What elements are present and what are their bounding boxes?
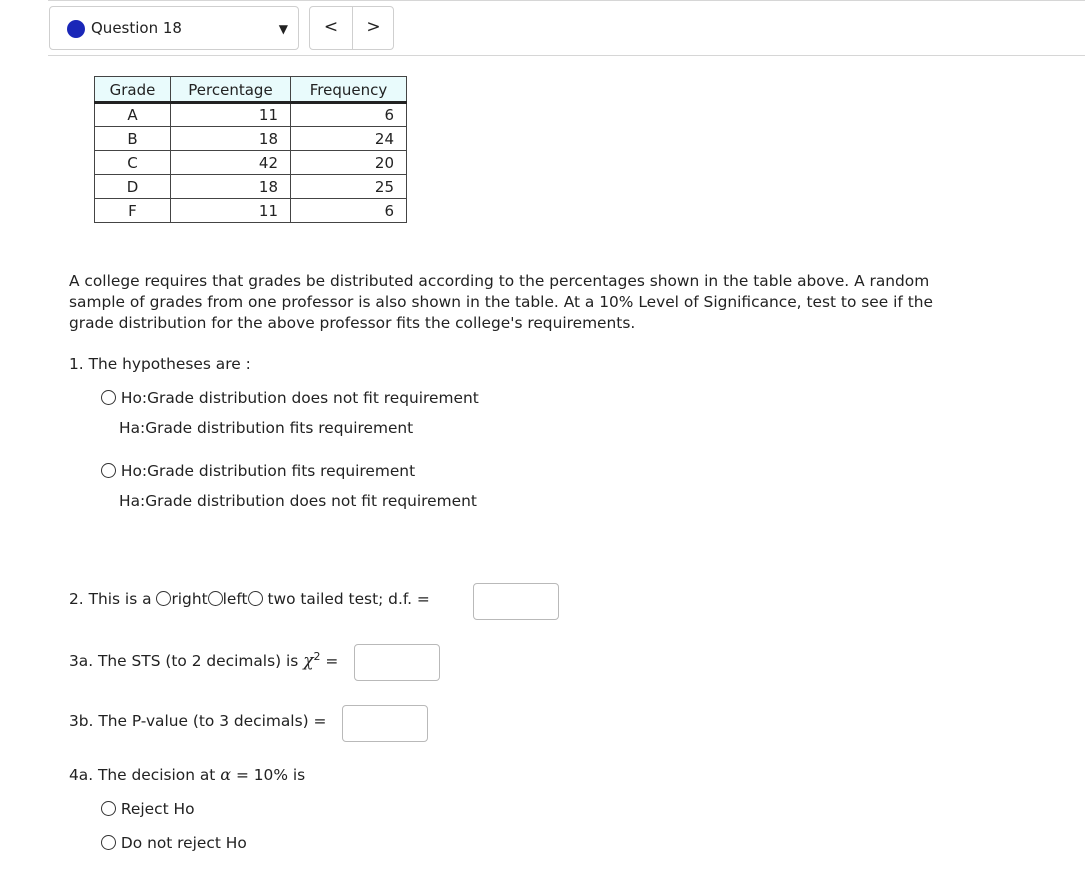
- previous-question-button[interactable]: <: [323, 17, 339, 37]
- q2-two-tailed-label: two tailed test; d.f. =: [267, 590, 430, 608]
- q1-option-1-ha: Ha:Grade distribution fits requirement: [119, 419, 414, 437]
- percentage-cell: 18: [171, 127, 291, 151]
- column-header-percentage: Percentage: [171, 77, 291, 103]
- q2-right-radio[interactable]: [156, 591, 171, 606]
- q4a-reject-label: Reject Ho: [120, 800, 195, 818]
- q1-option-2-ha: Ha:Grade distribution does not fit requirement: [119, 492, 477, 510]
- percentage-cell: 18: [171, 175, 291, 199]
- column-header-grade: Grade: [95, 77, 171, 103]
- question-navigation: [309, 6, 394, 50]
- q1-option-1-ho: Ho:Grade distribution does not fit requirement: [120, 389, 479, 407]
- q3a-prefix: 3a. The STS (to 2 decimals) is: [69, 652, 299, 671]
- table-row: [95, 199, 407, 223]
- q3a-equals: =: [325, 652, 339, 671]
- status-dot-icon: [67, 20, 85, 38]
- q4a-option-do-not-reject: [101, 834, 247, 852]
- grade-cell: B: [95, 127, 171, 151]
- q2-left-radio[interactable]: [208, 591, 223, 606]
- q1-option-2-radio[interactable]: [101, 463, 116, 478]
- q4a-do-not-reject-radio[interactable]: [101, 835, 116, 850]
- question-label: Question 18: [91, 19, 182, 37]
- column-header-frequency: Frequency: [291, 77, 407, 103]
- q3a-row: [69, 650, 338, 671]
- q2-two-tailed-radio[interactable]: [248, 591, 263, 606]
- table-row: [95, 103, 407, 127]
- df-input[interactable]: [473, 583, 559, 620]
- q1-option-1-radio[interactable]: [101, 390, 116, 405]
- percentage-cell: 11: [171, 103, 291, 127]
- question-selector[interactable]: [49, 6, 299, 50]
- table-row: [95, 127, 407, 151]
- frequency-cell: 25: [291, 175, 407, 199]
- q4a-prefix: 4a. The decision at: [69, 766, 216, 784]
- percentage-cell: 11: [171, 199, 291, 223]
- grade-cell: A: [95, 103, 171, 127]
- problem-statement: A college requires that grades be distributed according to the percentages shown in the table above. A random sample of grades from one professor is also shown in the table. At a 10% Level of Significance, test to see if the grade distribution for the above professor fits the college's requirements.: [69, 272, 933, 332]
- q1-option-2-ho: Ho:Grade distribution fits requirement: [120, 462, 416, 480]
- q4a-reject-radio[interactable]: [101, 801, 116, 816]
- p-value-input[interactable]: [342, 705, 428, 742]
- table-row: [95, 175, 407, 199]
- q4a-suffix: = 10% is: [235, 766, 306, 784]
- grade-cell: C: [95, 151, 171, 175]
- percentage-cell: 42: [171, 151, 291, 175]
- alpha-symbol: α: [220, 765, 232, 784]
- q2-left-label: left: [222, 590, 248, 608]
- q4a-prompt: [69, 765, 305, 784]
- table-row: [95, 151, 407, 175]
- chi-symbol: χ: [303, 651, 314, 672]
- q1-option-1: [101, 389, 479, 407]
- q3b-label: 3b. The P-value (to 3 decimals) =: [69, 712, 327, 730]
- q1-option-2: [101, 462, 415, 480]
- grade-cell: F: [95, 199, 171, 223]
- frequency-cell: 24: [291, 127, 407, 151]
- q4a-do-not-reject-label: Do not reject Ho: [120, 834, 247, 852]
- next-question-button[interactable]: >: [352, 7, 394, 49]
- frequency-cell: 6: [291, 199, 407, 223]
- q4a-option-reject: [101, 800, 195, 818]
- q2-prefix: 2. This is a: [69, 590, 152, 608]
- chi-exponent: 2: [313, 650, 321, 663]
- table-header-row: [95, 77, 407, 103]
- header-divider: [48, 55, 1085, 56]
- frequency-cell: 20: [291, 151, 407, 175]
- q2-right-label: right: [171, 590, 208, 608]
- frequency-cell: 6: [291, 103, 407, 127]
- sts-input[interactable]: [354, 644, 440, 681]
- caret-down-icon: ▼: [278, 22, 288, 36]
- q1-prompt: 1. The hypotheses are :: [69, 355, 251, 373]
- top-border: [48, 0, 1085, 1]
- grade-cell: D: [95, 175, 171, 199]
- q2-row: [69, 590, 430, 608]
- grade-table: [94, 76, 407, 223]
